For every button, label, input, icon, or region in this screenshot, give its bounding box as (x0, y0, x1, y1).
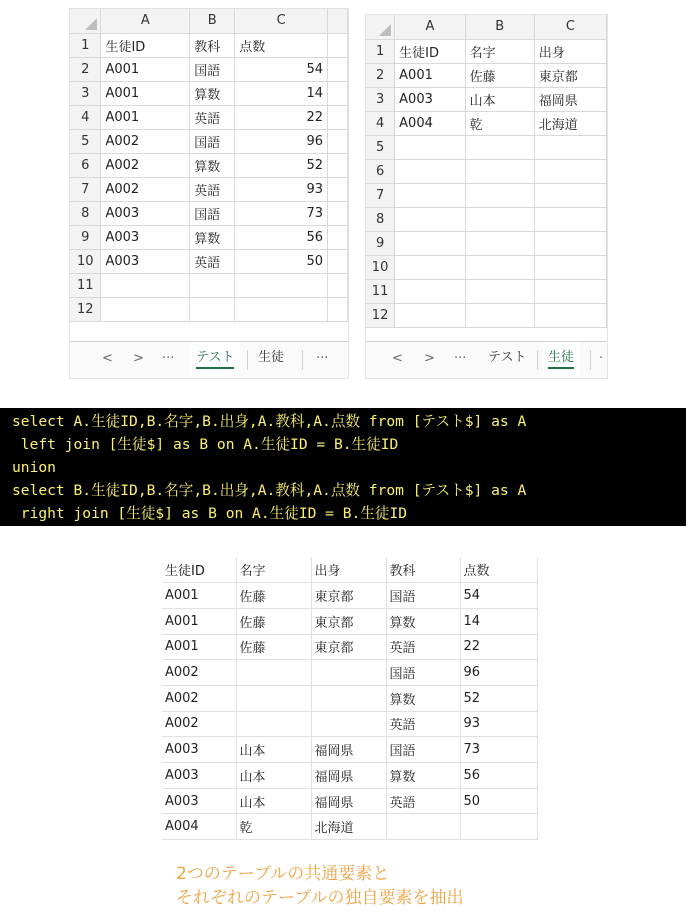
cell[interactable] (534, 183, 606, 207)
cell[interactable]: A003 (101, 201, 190, 225)
result-cell: 56 (460, 763, 537, 789)
result-cell: 山本 (236, 763, 311, 789)
cell[interactable]: 22 (235, 105, 328, 129)
result-cell: A003 (162, 763, 236, 789)
cell[interactable]: A003 (395, 87, 466, 111)
row-header[interactable]: 12 (366, 303, 395, 327)
row-header[interactable]: 3 (366, 87, 395, 111)
tab-test-label: テスト (196, 350, 234, 369)
row-header[interactable]: 4 (366, 111, 395, 135)
cell[interactable] (534, 255, 606, 279)
prev-sheet-icon[interactable]: < (392, 351, 403, 366)
cell[interactable]: 教科 (190, 33, 235, 57)
table-row (162, 660, 537, 686)
cell[interactable] (534, 231, 606, 255)
cell[interactable]: 山本 (465, 87, 534, 111)
cell[interactable]: 14 (235, 81, 328, 105)
cell[interactable] (465, 207, 534, 231)
cell[interactable]: 乾 (465, 111, 534, 135)
column-header-c[interactable]: C (235, 9, 328, 33)
result-header: 点数 (460, 557, 537, 583)
row-header[interactable]: 1 (366, 39, 395, 63)
result-cell: 93 (460, 711, 537, 737)
cell[interactable]: 出身 (534, 39, 606, 63)
result-cell: 国語 (386, 660, 460, 686)
cell[interactable]: 生徒ID (395, 39, 466, 63)
table-row (162, 737, 537, 763)
cell (328, 129, 348, 153)
column-header-a[interactable]: A (395, 15, 466, 39)
cell[interactable]: 英語 (190, 177, 235, 201)
result-cell (311, 660, 386, 686)
result-cell: A002 (162, 711, 236, 737)
table-row (162, 763, 537, 789)
result-cell (386, 814, 460, 840)
table-row (162, 685, 537, 711)
cell[interactable]: A003 (101, 225, 190, 249)
result-header: 出身 (311, 557, 386, 583)
result-cell: 東京都 (311, 583, 386, 609)
row-header[interactable]: 4 (70, 105, 101, 129)
tab-student-label: 生徒 (548, 350, 574, 369)
more-sheets-icon[interactable]: ··· (454, 351, 467, 366)
sql-line: union (12, 459, 56, 476)
result-cell: 算数 (386, 608, 460, 634)
result-cell (236, 660, 311, 686)
result-cell (311, 711, 386, 737)
tab-separator (247, 350, 248, 370)
cell[interactable] (395, 207, 466, 231)
caption-line-2: それぞれのテーブルの独自要素を抽出 (176, 888, 464, 908)
result-cell: 14 (460, 608, 537, 634)
result-cell: 北海道 (311, 814, 386, 840)
result-cell (460, 814, 537, 840)
cell[interactable]: 算数 (190, 225, 235, 249)
cell[interactable]: 名字 (465, 39, 534, 63)
cell[interactable] (465, 159, 534, 183)
cell[interactable]: 北海道 (534, 111, 606, 135)
result-cell: 算数 (386, 763, 460, 789)
cell[interactable] (534, 279, 606, 303)
cell[interactable] (101, 297, 190, 321)
table-row (162, 711, 537, 737)
cell (328, 249, 348, 273)
row-header[interactable]: 5 (70, 129, 101, 153)
caption (176, 862, 463, 910)
result-cell: 福岡県 (311, 737, 386, 763)
result-cell: 福岡県 (311, 788, 386, 814)
cell[interactable] (465, 255, 534, 279)
result-cell: 山本 (236, 737, 311, 763)
cell[interactable]: 50 (235, 249, 328, 273)
sheet-tab-bar (70, 341, 348, 378)
tab-separator (590, 350, 591, 370)
cell[interactable] (395, 279, 466, 303)
result-cell (311, 685, 386, 711)
row-header[interactable]: 8 (366, 207, 395, 231)
result-cell (236, 685, 311, 711)
cell (328, 225, 348, 249)
cell[interactable] (101, 273, 190, 297)
tab-student[interactable] (542, 342, 580, 376)
table-row (162, 814, 537, 840)
row-header[interactable]: 5 (366, 135, 395, 159)
tab-test[interactable] (190, 342, 240, 376)
cell[interactable] (465, 231, 534, 255)
cell[interactable]: A001 (395, 63, 466, 87)
cell[interactable]: 国語 (190, 201, 235, 225)
row-header[interactable]: 2 (366, 63, 395, 87)
result-cell: A002 (162, 660, 236, 686)
cell[interactable] (534, 207, 606, 231)
next-sheet-icon[interactable]: > (424, 351, 435, 366)
sql-line: left join [生徒$] as B on A.生徒ID = B.生徒ID (12, 436, 399, 453)
cell[interactable]: A001 (101, 105, 190, 129)
next-sheet-icon[interactable]: > (133, 351, 144, 366)
more-tabs-icon[interactable]: · (599, 351, 604, 366)
row-header[interactable]: 3 (70, 81, 101, 105)
cell[interactable] (534, 135, 606, 159)
cell[interactable]: 54 (235, 57, 328, 81)
result-header: 名字 (236, 557, 311, 583)
cell[interactable]: 国語 (190, 129, 235, 153)
cell[interactable]: 52 (235, 153, 328, 177)
result-cell: A001 (162, 608, 236, 634)
tab-test[interactable] (482, 342, 532, 376)
cell[interactable] (534, 303, 606, 327)
cell (328, 153, 348, 177)
row-header[interactable]: 11 (70, 273, 101, 297)
cell[interactable]: A002 (101, 153, 190, 177)
cell[interactable] (190, 273, 235, 297)
result-cell: 22 (460, 634, 537, 660)
cell[interactable]: A002 (101, 177, 190, 201)
row-header[interactable]: 10 (366, 255, 395, 279)
table-row (162, 788, 537, 814)
column-header-a[interactable]: A (101, 9, 190, 33)
cell[interactable] (465, 303, 534, 327)
result-cell: A002 (162, 685, 236, 711)
result-cell: 50 (460, 788, 537, 814)
caption-line-1: 2つのテーブルの共通要素と (176, 864, 390, 884)
cell[interactable] (465, 135, 534, 159)
row-header[interactable]: 9 (70, 225, 101, 249)
sql-line: right join [生徒$] as B on A.生徒ID = B.生徒ID (12, 505, 408, 522)
result-cell: A003 (162, 788, 236, 814)
more-sheets-icon[interactable]: ··· (162, 351, 175, 366)
result-cell: A001 (162, 583, 236, 609)
cell[interactable] (395, 231, 466, 255)
sql-line: select A.生徒ID,B.名字,B.出身,A.教科,A.点数 from [テスト$] as A (12, 413, 527, 430)
result-cell: 山本 (236, 788, 311, 814)
row-header[interactable]: 9 (366, 231, 395, 255)
column-header-b[interactable]: B (465, 15, 534, 39)
result-header: 生徒ID (162, 557, 236, 583)
tab-student-label: 生徒 (258, 350, 285, 365)
cell[interactable] (235, 273, 328, 297)
cell[interactable] (465, 183, 534, 207)
cell (328, 57, 348, 81)
result-cell: 東京都 (311, 634, 386, 660)
cell (328, 81, 348, 105)
cell[interactable]: 56 (235, 225, 328, 249)
cell[interactable]: A001 (101, 81, 190, 105)
column-header-c[interactable]: C (534, 15, 606, 39)
cell[interactable] (534, 159, 606, 183)
row-header[interactable]: 7 (70, 177, 101, 201)
result-cell: 国語 (386, 737, 460, 763)
cell[interactable] (395, 303, 466, 327)
cell[interactable]: 生徒ID (101, 33, 190, 57)
result-cell: 52 (460, 685, 537, 711)
query-result-table (162, 557, 538, 840)
result-cell: 54 (460, 583, 537, 609)
cell[interactable]: A001 (101, 57, 190, 81)
result-cell: 96 (460, 660, 537, 686)
column-header-blank (328, 9, 348, 33)
result-cell: 福岡県 (311, 763, 386, 789)
tab-student[interactable] (252, 342, 290, 376)
cell[interactable] (235, 297, 328, 321)
cell[interactable]: 福岡県 (534, 87, 606, 111)
row-header[interactable]: 2 (70, 57, 101, 81)
result-cell: 英語 (386, 634, 460, 660)
tab-separator (302, 350, 303, 370)
result-cell: 東京都 (311, 608, 386, 634)
cell (328, 273, 348, 297)
select-all-corner[interactable] (366, 15, 395, 39)
row-header[interactable]: 7 (366, 183, 395, 207)
tab-separator (537, 350, 538, 370)
left-spreadsheet (69, 8, 349, 379)
table-row (162, 583, 537, 609)
cell[interactable] (395, 159, 466, 183)
sheet-tab-bar (366, 341, 607, 378)
table-row (162, 608, 537, 634)
result-cell: 英語 (386, 711, 460, 737)
cell[interactable]: A004 (395, 111, 466, 135)
cell[interactable]: A003 (101, 249, 190, 273)
result-cell: 国語 (386, 583, 460, 609)
result-cell: 73 (460, 737, 537, 763)
prev-sheet-icon[interactable]: < (102, 351, 113, 366)
cell (328, 105, 348, 129)
more-tabs-icon[interactable]: ··· (316, 351, 329, 366)
row-header[interactable]: 1 (70, 33, 101, 57)
cell (328, 201, 348, 225)
result-cell: 算数 (386, 685, 460, 711)
cell[interactable]: 英語 (190, 249, 235, 273)
cell[interactable] (395, 183, 466, 207)
cell[interactable] (465, 279, 534, 303)
left-sheet-grid (70, 9, 348, 322)
cell (328, 177, 348, 201)
sql-query-block (0, 408, 686, 526)
result-cell: A004 (162, 814, 236, 840)
cell[interactable]: 算数 (190, 153, 235, 177)
row-header[interactable]: 10 (70, 249, 101, 273)
cell[interactable]: 英語 (190, 105, 235, 129)
cell[interactable] (395, 255, 466, 279)
cell[interactable]: 東京都 (534, 63, 606, 87)
cell[interactable] (395, 135, 466, 159)
result-cell: 佐藤 (236, 583, 311, 609)
cell (328, 33, 348, 57)
cell (328, 297, 348, 321)
result-cell: 佐藤 (236, 634, 311, 660)
column-header-b[interactable]: B (190, 9, 235, 33)
cell[interactable]: 96 (235, 129, 328, 153)
right-sheet-grid (366, 15, 607, 328)
row-header[interactable]: 6 (70, 153, 101, 177)
sql-line: select B.生徒ID,B.名字,B.出身,A.教科,A.点数 from [テスト$] as A (12, 482, 527, 499)
row-header[interactable]: 6 (366, 159, 395, 183)
cell[interactable]: 佐藤 (465, 63, 534, 87)
row-header[interactable]: 8 (70, 201, 101, 225)
result-header: 教科 (386, 557, 460, 583)
result-cell (236, 711, 311, 737)
right-spreadsheet (365, 14, 608, 379)
cell[interactable] (190, 297, 235, 321)
cell[interactable]: 算数 (190, 81, 235, 105)
result-cell: 乾 (236, 814, 311, 840)
row-header[interactable]: 11 (366, 279, 395, 303)
result-cell: 佐藤 (236, 608, 311, 634)
result-cell: 英語 (386, 788, 460, 814)
cell[interactable]: A002 (101, 129, 190, 153)
result-cell: A003 (162, 737, 236, 763)
select-all-corner[interactable] (70, 9, 101, 33)
row-header[interactable]: 12 (70, 297, 101, 321)
cell[interactable]: 73 (235, 201, 328, 225)
cell[interactable]: 点数 (235, 33, 328, 57)
cell[interactable]: 国語 (190, 57, 235, 81)
cell[interactable]: 93 (235, 177, 328, 201)
tab-test-label: テスト (488, 350, 527, 365)
table-row (162, 634, 537, 660)
result-cell: A001 (162, 634, 236, 660)
